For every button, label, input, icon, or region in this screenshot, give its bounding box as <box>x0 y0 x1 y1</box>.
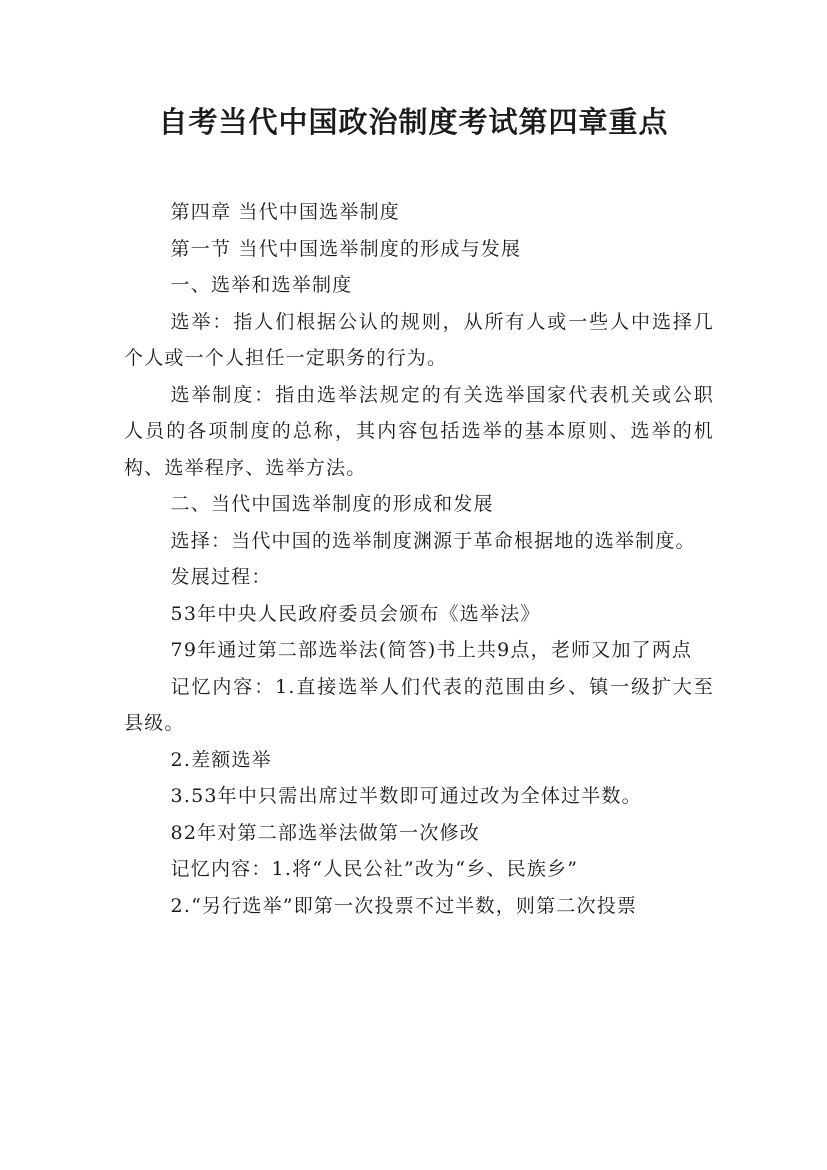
subsection-heading: 一、选举和选举制度 <box>170 274 353 296</box>
paragraph: 53年中央人民政府委员会颁布《选举法》 <box>170 602 541 625</box>
paragraph: 2.“另行选举”即第一次投票不过半数，则第二次投票 <box>170 894 638 917</box>
chapter-heading: 第四章 当代中国选举制度 <box>170 201 400 223</box>
paragraph: 选举制度：指由选举法规定的有关选举国家代表机关或公职人员的各项制度的总称，其内容包括选举的基本原则、选举的机构、选举程序、选举方法。 <box>124 383 714 479</box>
paragraph: 记忆内容：1.将“人民公社”改为“乡、民族乡” <box>170 858 579 880</box>
paragraph: 3.53年中只需出席过半数即可通过改为全体过半数。 <box>170 785 642 807</box>
paragraph: 82年对第二部选举法做第一次修改 <box>170 821 480 844</box>
paragraph: 79年通过第二部选举法(简答)书上共9点，老师又加了两点 <box>170 639 693 661</box>
paragraph: 记忆内容：1.直接选举人们代表的范围由乡、镇一级扩大至县级。 <box>124 675 714 734</box>
subsection-heading: 二、当代中国选举制度的形成和发展 <box>170 493 494 515</box>
section-heading: 第一节 当代中国选举制度的形成与发展 <box>170 237 522 260</box>
document-title: 自考当代中国政治制度考试第四章重点 <box>158 105 669 139</box>
paragraph: 选择：当代中国的选举制度渊源于革命根据地的选举制度。 <box>170 529 696 552</box>
paragraph: 发展过程： <box>170 566 272 588</box>
document-body <box>124 194 714 924</box>
paragraph: 2.差额选举 <box>170 748 272 771</box>
paragraph: 选举：指人们根据公认的规则，从所有人或一些人中选择几个人或一个人担任一定职务的行为。 <box>124 310 714 369</box>
